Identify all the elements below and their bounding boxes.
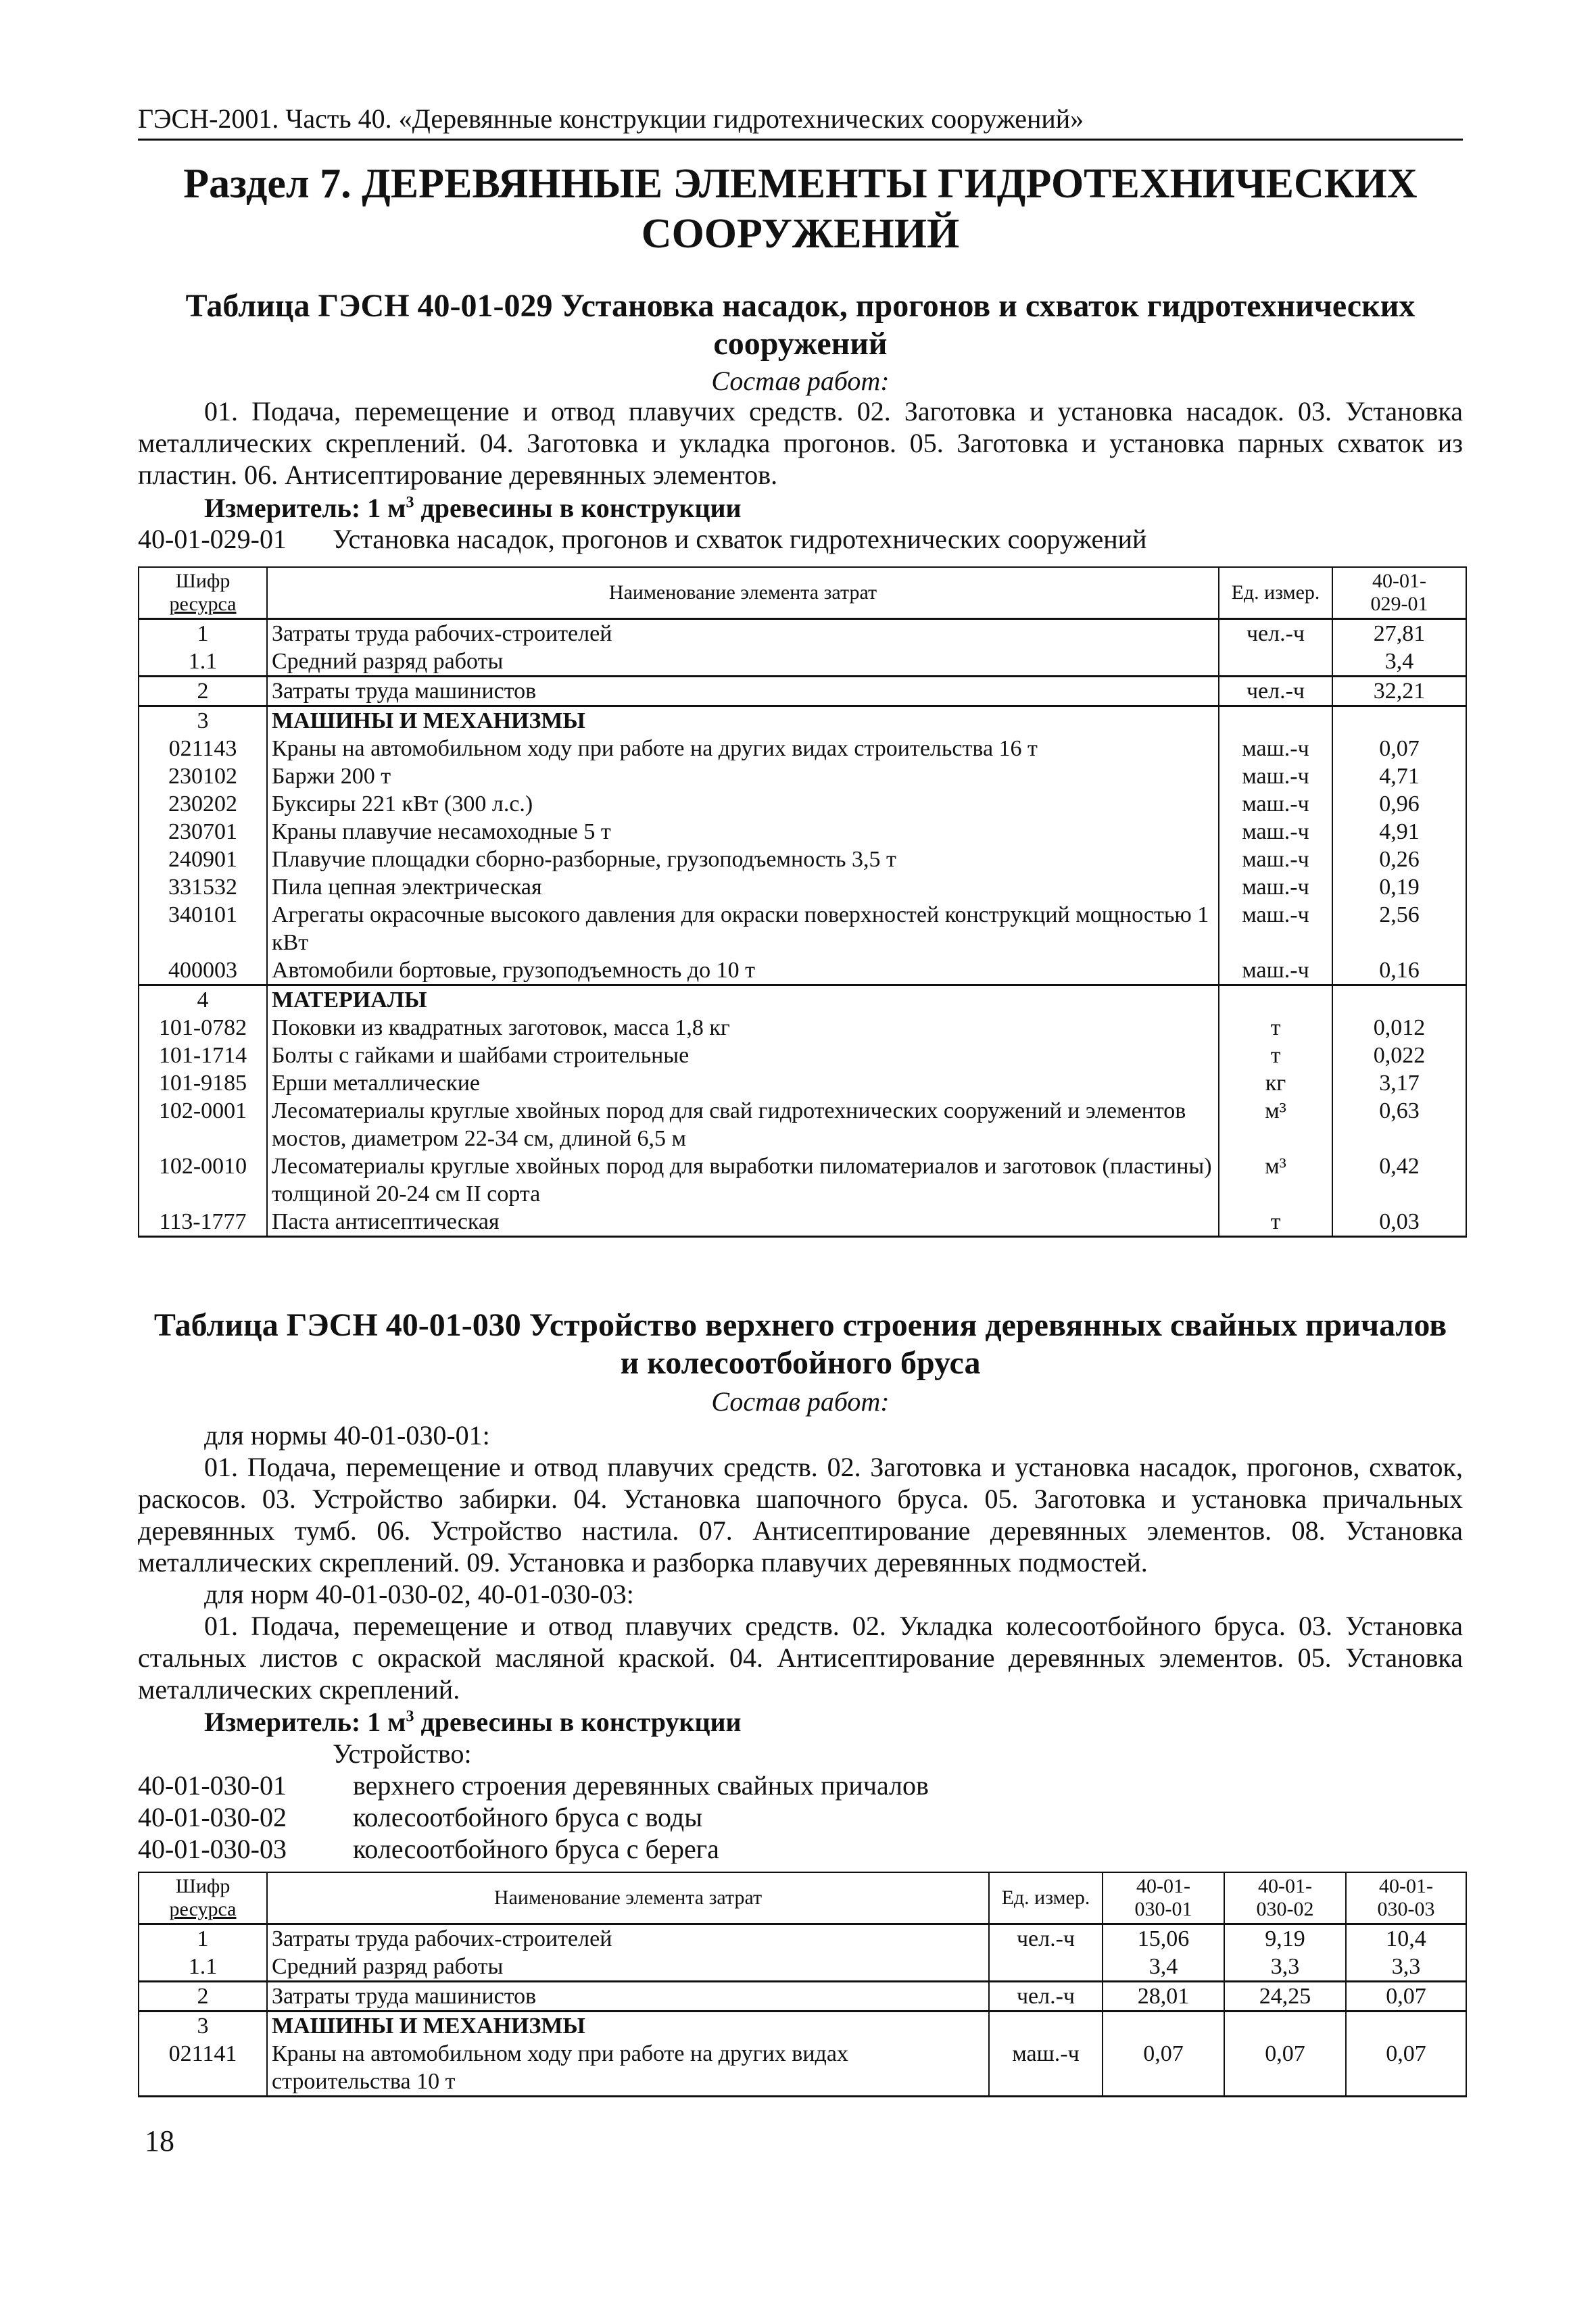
resource-code: 102-0001 [139, 1097, 267, 1152]
table-030-title [138, 1307, 1463, 1382]
unit: маш.-ч [1219, 790, 1332, 818]
norm-name: колесоотбойного бруса с воды [353, 1802, 703, 1832]
measure-rest: древесины в конструкции [414, 1707, 742, 1737]
unit: чел.-ч [1219, 676, 1332, 706]
norm-value: 4,71 [1332, 762, 1466, 790]
unit: т [1219, 1208, 1332, 1237]
measure-rest: древесины в конструкции [414, 493, 742, 523]
table-row [139, 1981, 1466, 2011]
header-code [139, 1872, 267, 1924]
unit: чел.-ч [989, 1924, 1103, 1953]
cost-element-name: Затраты труда машинистов [267, 1981, 989, 2011]
header-norm-l1: 40-01- [1372, 569, 1426, 592]
norm-value [1332, 706, 1466, 735]
norm-value: 0,07 [1224, 2040, 1346, 2097]
row-group [139, 1924, 1466, 1981]
resource-code: 340101 [139, 901, 267, 956]
table-row [139, 1152, 1466, 1208]
table-row [139, 2011, 1466, 2040]
unit [989, 2011, 1103, 2040]
cost-element-name: Автомобили бортовые, грузоподъемность до 10 т [267, 956, 1219, 985]
table-row [139, 956, 1466, 985]
norm-value: 3,4 [1332, 648, 1466, 677]
header-norm-l1: 40-01- [1136, 1874, 1190, 1897]
header-code-l2: ресурса [169, 1897, 237, 1920]
cost-element-name: Затраты труда рабочих-строителей [267, 1924, 989, 1953]
header-norm-l2: 030-03 [1377, 1897, 1435, 1920]
resource-code: 1.1 [139, 648, 267, 677]
header-norm-l1: 40-01- [1379, 1874, 1433, 1897]
unit: т [1219, 1042, 1332, 1069]
norm-value: 10,4 [1346, 1924, 1466, 1953]
norm-value: 4,91 [1332, 818, 1466, 846]
cost-element-name: Лесоматериалы круглые хвойных пород для выработки пиломатериалов и заготовок (пластины) толщиной 20-24 см II сорта [267, 1152, 1219, 1208]
table-030-title-line2: и колесоотбойного бруса [620, 1345, 981, 1381]
table-row [139, 648, 1466, 677]
header-code-l1: Шифр [175, 569, 231, 592]
measure-sup: 3 [406, 493, 414, 512]
resource-code: 230102 [139, 762, 267, 790]
resource-code: 4 [139, 985, 267, 1014]
cost-element-name: Плавучие площадки сборно-разборные, грузоподъемность 3,5 т [267, 846, 1219, 873]
unit: м³ [1219, 1152, 1332, 1208]
resource-code: 021143 [139, 735, 267, 762]
header-unit: Ед. измер. [1219, 567, 1332, 618]
norm-value: 2,56 [1332, 901, 1466, 956]
header-norm-3 [1346, 1872, 1466, 1924]
header-norm [1332, 567, 1466, 618]
header-norm-l2: 030-01 [1134, 1897, 1192, 1920]
norm-value: 0,63 [1332, 1097, 1466, 1152]
table-row [139, 1042, 1466, 1069]
resource-code: 102-0010 [139, 1152, 267, 1208]
running-header: ГЭСН-2001. Часть 40. «Деревянные конструкции гидротехнических сооружений» [138, 103, 1463, 141]
resource-code: 113-1777 [139, 1208, 267, 1237]
unit [1219, 648, 1332, 677]
norm-value: 32,21 [1332, 676, 1466, 706]
resource-code: 1 [139, 618, 267, 648]
norm-value: 27,81 [1332, 618, 1466, 648]
norm-value: 0,07 [1103, 2040, 1224, 2097]
norm-value: 28,01 [1103, 1981, 1224, 2011]
cost-element-name: МАШИНЫ И МЕХАНИЗМЫ [267, 2011, 989, 2040]
table-029-norm-name: Установка насадок, прогонов и схваток гидротехнических сооружений [333, 524, 1147, 554]
measure-sup: 3 [406, 1707, 414, 1726]
table-row [139, 985, 1466, 1014]
norm-name: колесоотбойного бруса с берега [353, 1834, 719, 1864]
unit: маш.-ч [1219, 735, 1332, 762]
header-name: Наименование элемента затрат [267, 1872, 989, 1924]
unit: чел.-ч [1219, 618, 1332, 648]
resource-code: 400003 [139, 956, 267, 985]
norm-name: верхнего строения деревянных свайных причалов [353, 1770, 929, 1801]
cost-element-name: Агрегаты окрасочные высокого давления для окраски поверхностей конструкций мощностью 1 кВт [267, 901, 1219, 956]
table-030 [138, 1872, 1467, 2097]
table-030-work-items1: 01. Подача, перемещение и отвод плавучих средств. 02. Заготовка и установка насадок, прогонов, схваток, раскосов. 03. Устройство забирки. 04. Установка шапочного бруса. 05. Заготовка и установка причальных деревянных тумб. 06. Устройство настила. 07. Антисептирование деревянных элементов. 08. Установка металлических скреплений. 09. Установка и разборка плавучих деревянных подмостей. [138, 1452, 1463, 1578]
cost-element-name: Поковки из квадратных заготовок, масса 1,8 кг [267, 1014, 1219, 1042]
unit: кг [1219, 1069, 1332, 1097]
row-group [139, 676, 1466, 706]
resource-code: 101-9185 [139, 1069, 267, 1097]
table-row [139, 618, 1466, 648]
cost-element-name: Краны на автомобильном ходу при работе на других видах строительства 10 т [267, 2040, 989, 2097]
norm-code: 40-01-030-03 [138, 1834, 287, 1864]
norm-value: 0,42 [1332, 1152, 1466, 1208]
cost-element-name: МАТЕРИАЛЫ [267, 985, 1219, 1014]
norm-value: 0,03 [1332, 1208, 1466, 1237]
header-norm-l1: 40-01- [1258, 1874, 1312, 1897]
resource-code: 1 [139, 1924, 267, 1953]
cost-element-name: Баржи 200 т [267, 762, 1219, 790]
norm-value: 3,17 [1332, 1069, 1466, 1097]
table-row [139, 706, 1466, 735]
table-030-measure [204, 1706, 742, 1738]
header-code [139, 567, 267, 618]
cost-element-name: Буксиры 221 кВт (300 л.с.) [267, 790, 1219, 818]
unit: чел.-ч [989, 1981, 1103, 2011]
unit: маш.-ч [989, 2040, 1103, 2097]
table-row [139, 1097, 1466, 1152]
unit: маш.-ч [1219, 818, 1332, 846]
cost-element-name: Средний разряд работы [267, 1953, 989, 1982]
row-group [139, 1981, 1466, 2011]
norm-value: 24,25 [1224, 1981, 1346, 2011]
table-030-for-norm2: для норм 40-01-030-02, 40-01-030-03: [204, 1579, 634, 1609]
norm-code: 40-01-030-02 [138, 1802, 287, 1832]
table-030-work-items2: 01. Подача, перемещение и отвод плавучих средств. 02. Укладка колесоотбойного бруса. 03. Установка стальных листов с окраской масляной краской. 04. Антисептирование деревянных элементов. 05. Установка металлических скреплений. [138, 1611, 1463, 1705]
header-unit: Ед. измер. [989, 1872, 1103, 1924]
row-group [139, 618, 1466, 676]
unit [1219, 985, 1332, 1014]
cost-element-name: Болты с гайками и шайбами строительные [267, 1042, 1219, 1069]
norm-value [1224, 2011, 1346, 2040]
table-029-measure [204, 492, 742, 524]
resource-code: 331532 [139, 873, 267, 901]
resource-code: 2 [139, 676, 267, 706]
norm-value: 0,19 [1332, 873, 1466, 901]
table-030-for-norm1: для нормы 40-01-030-01: [204, 1420, 490, 1451]
cost-element-name: Краны плавучие несамоходные 5 т [267, 818, 1219, 846]
norm-value: 0,07 [1332, 735, 1466, 762]
resource-code: 230701 [139, 818, 267, 846]
norm-value: 0,26 [1332, 846, 1466, 873]
measure-label: Измеритель: 1 м [204, 1707, 406, 1737]
cost-element-name: Лесоматериалы круглые хвойных пород для свай гидротехнических сооружений и элементов мостов, диаметром 22-34 см, длиной 6,5 м [267, 1097, 1219, 1152]
norm-value: 0,16 [1332, 956, 1466, 985]
table-030-title-line1: Таблица ГЭСН 40-01-030 Устройство верхнего строения деревянных свайных причалов [153, 1307, 1447, 1343]
header-norm-2 [1224, 1872, 1346, 1924]
norm-value: 0,07 [1346, 1981, 1466, 2011]
unit: маш.-ч [1219, 762, 1332, 790]
norm-value: 0,012 [1332, 1014, 1466, 1042]
header-norm-1 [1103, 1872, 1224, 1924]
header-code-l1: Шифр [175, 1874, 231, 1897]
unit: т [1219, 1014, 1332, 1042]
cost-element-name: Пила цепная электрическая [267, 873, 1219, 901]
resource-code: 2 [139, 1981, 267, 2011]
norm-value: 3,4 [1103, 1953, 1224, 1982]
norm-value: 0,96 [1332, 790, 1466, 818]
cost-element-name: Затраты труда машинистов [267, 676, 1219, 706]
table-row [139, 1208, 1466, 1237]
unit: маш.-ч [1219, 956, 1332, 985]
table-029-composition-label: Состав работ: [711, 366, 890, 396]
table-row [139, 676, 1466, 706]
resource-code: 1.1 [139, 1953, 267, 1982]
header-name: Наименование элемента затрат [267, 567, 1219, 618]
resource-code: 101-1714 [139, 1042, 267, 1069]
unit: маш.-ч [1219, 901, 1332, 956]
table-row [139, 1924, 1466, 1953]
table-029 [138, 566, 1467, 1238]
table-row [139, 818, 1466, 846]
table-030-device-label: Устройство: [333, 1738, 472, 1769]
resource-code: 3 [139, 706, 267, 735]
table-029-work-items: 01. Подача, перемещение и отвод плавучих средств. 02. Заготовка и установка насадок. 03. Установка металлических скреплений. 04. Заготовка и укладка прогонов. 05. Заготовка и установка парных схваток из пластин. 06. Антисептирование деревянных элементов. [138, 396, 1463, 490]
measure-label: Измеритель: 1 м [204, 493, 406, 523]
table-row [139, 2040, 1466, 2097]
norm-value [1103, 2011, 1224, 2040]
norm-value: 0,022 [1332, 1042, 1466, 1069]
section-title-line1: Раздел 7. ДЕРЕВЯННЫЕ ЭЛЕМЕНТЫ ГИДРОТЕХНИЧЕСКИХ [183, 161, 1418, 207]
table-row [139, 762, 1466, 790]
table-row [139, 790, 1466, 818]
unit [989, 1953, 1103, 1982]
norm-value [1346, 2011, 1466, 2040]
table-row [139, 901, 1466, 956]
section-title [138, 159, 1463, 259]
resource-code: 240901 [139, 846, 267, 873]
header-norm-l2: 029-01 [1370, 592, 1428, 615]
cost-element-name: Средний разряд работы [267, 648, 1219, 677]
cost-element-name: Краны на автомобильном ходу при работе на других видах строительства 16 т [267, 735, 1219, 762]
resource-code: 230202 [139, 790, 267, 818]
table-row [139, 1953, 1466, 1982]
header-norm-l2: 030-02 [1256, 1897, 1314, 1920]
row-group [139, 2011, 1466, 2096]
cost-element-name: МАШИНЫ И МЕХАНИЗМЫ [267, 706, 1219, 735]
norm-value: 0,07 [1346, 2040, 1466, 2097]
header-code-l2: ресурса [169, 592, 237, 615]
norm-value [1332, 985, 1466, 1014]
table-029-title-line1: Таблица ГЭСН 40-01-029 Установка насадок, прогонов и схваток гидротехнических [185, 288, 1416, 324]
table-row [139, 735, 1466, 762]
table-row [139, 846, 1466, 873]
norm-code: 40-01-030-01 [138, 1770, 287, 1801]
resource-code: 3 [139, 2011, 267, 2040]
section-title-line2: СООРУЖЕНИЙ [641, 211, 960, 257]
cost-element-name: Ерши металлические [267, 1069, 1219, 1097]
table-030-composition-label: Состав работ: [711, 1386, 890, 1417]
table-029-norm-code: 40-01-029-01 [138, 524, 287, 554]
table-row [139, 1069, 1466, 1097]
norm-value: 15,06 [1103, 1924, 1224, 1953]
page-number: 18 [145, 2124, 174, 2158]
norm-value: 9,19 [1224, 1924, 1346, 1953]
cost-element-name: Паста антисептическая [267, 1208, 1219, 1237]
table-029-title [138, 287, 1463, 363]
table-029-title-line2: сооружений [713, 326, 888, 362]
unit: м³ [1219, 1097, 1332, 1152]
unit [1219, 706, 1332, 735]
row-group [139, 706, 1466, 985]
cost-element-name: Затраты труда рабочих-строителей [267, 618, 1219, 648]
norm-value: 3,3 [1346, 1953, 1466, 1982]
resource-code: 101-0782 [139, 1014, 267, 1042]
table-row [139, 873, 1466, 901]
table-row [139, 1014, 1466, 1042]
unit: маш.-ч [1219, 846, 1332, 873]
resource-code: 021141 [139, 2040, 267, 2097]
unit: маш.-ч [1219, 873, 1332, 901]
row-group [139, 985, 1466, 1236]
norm-value: 3,3 [1224, 1953, 1346, 1982]
